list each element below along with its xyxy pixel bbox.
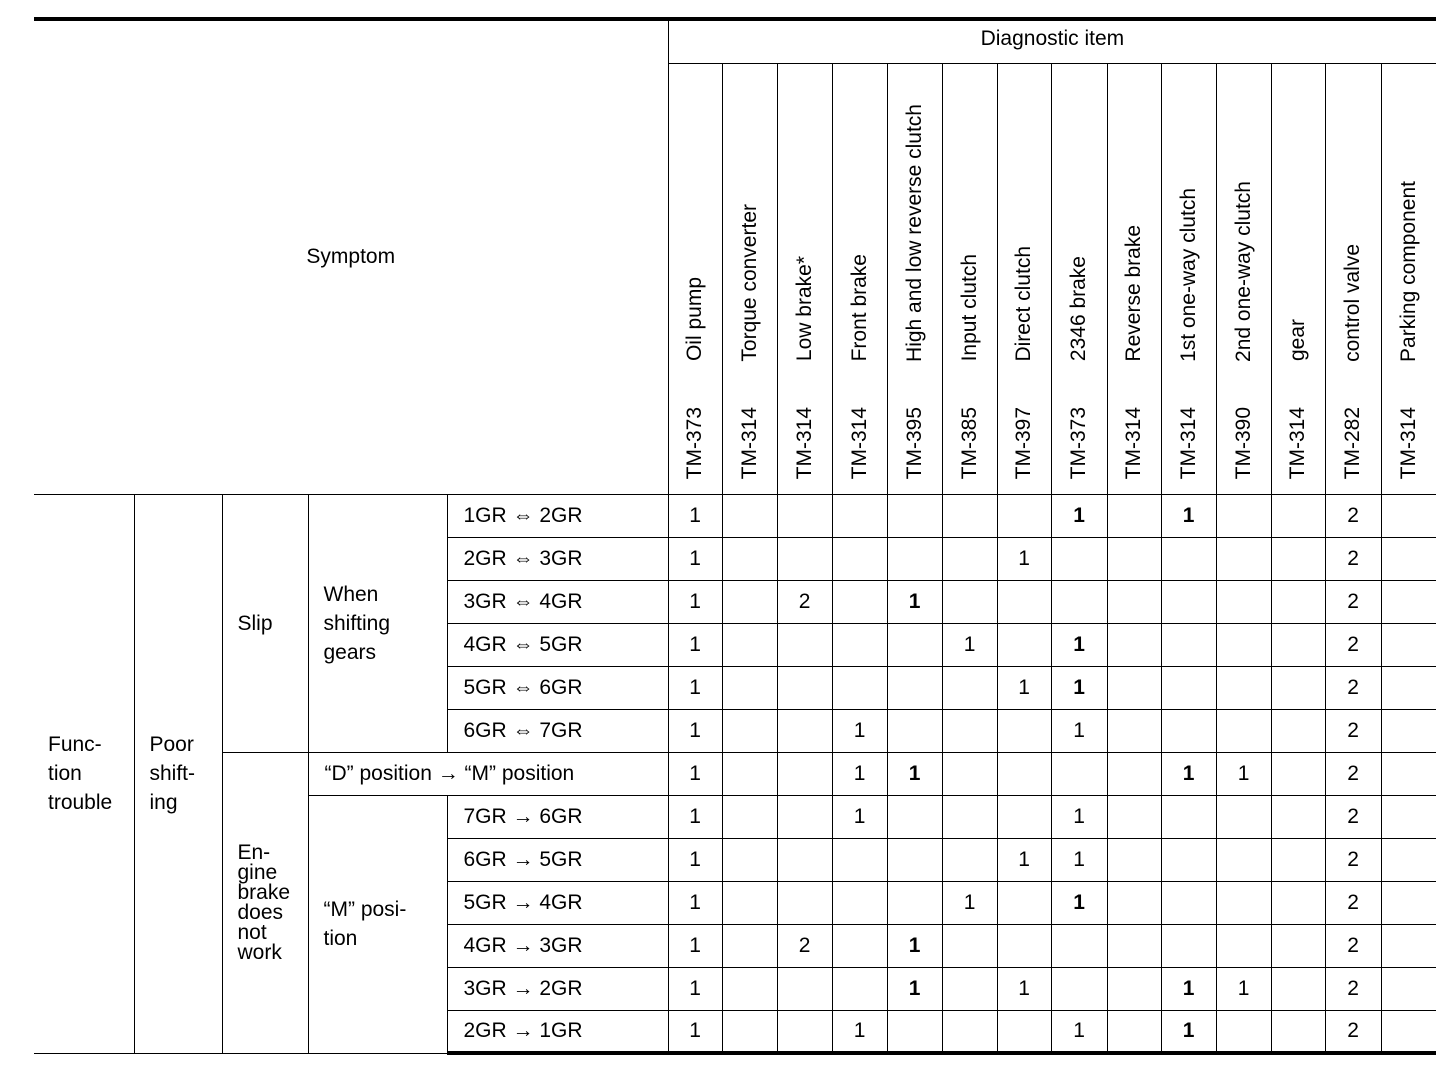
column-name: Torque converter [737, 203, 761, 362]
value-cell: 1 [1216, 967, 1271, 1010]
value-cell [722, 537, 777, 580]
value-cell [1216, 666, 1271, 709]
value-cell [887, 537, 942, 580]
value-cell: 1 [1051, 1010, 1107, 1053]
category-poor-shifting: Poor shift- ing [134, 494, 222, 1053]
value-cell [1381, 838, 1436, 881]
value-cell [1216, 881, 1271, 924]
column-name: Oil pump [683, 277, 707, 362]
value-cell [1161, 881, 1216, 924]
value-cell [1381, 666, 1436, 709]
value-cell: 1 [668, 795, 722, 838]
value-cell: 1 [668, 1010, 722, 1053]
value-cell [887, 881, 942, 924]
value-cell [1107, 537, 1161, 580]
value-cell [887, 795, 942, 838]
value-cell: 2 [1325, 623, 1381, 666]
condition-cell: 1GR ⇔ 2GR [447, 494, 668, 537]
value-cell [1271, 838, 1325, 881]
column-ref-link[interactable]: TM-314 [737, 407, 761, 480]
value-cell [832, 881, 887, 924]
condition-cell: 6GR ⇔ 7GR [447, 709, 668, 752]
value-cell [1107, 1010, 1161, 1053]
column-name: 2346 brake [1067, 256, 1091, 362]
column-name: Front brake [847, 254, 871, 362]
value-cell [942, 709, 997, 752]
value-cell [777, 494, 832, 537]
value-cell [722, 623, 777, 666]
value-cell [942, 795, 997, 838]
value-cell [1381, 967, 1436, 1010]
value-cell [1051, 967, 1107, 1010]
condition-cell: 2GR ⇔ 3GR [447, 537, 668, 580]
value-cell: 2 [1325, 580, 1381, 623]
value-cell [1271, 537, 1325, 580]
value-cell [777, 838, 832, 881]
value-cell [1161, 924, 1216, 967]
value-cell: 2 [777, 580, 832, 623]
value-cell [887, 709, 942, 752]
value-cell [1216, 623, 1271, 666]
value-cell [997, 881, 1051, 924]
category-engine-brake: En- gine brake does not work [222, 752, 308, 1053]
value-cell: 1 [1161, 752, 1216, 795]
value-cell: 2 [1325, 838, 1381, 881]
category-slip: Slip [222, 494, 308, 752]
value-cell [1271, 494, 1325, 537]
value-cell [1216, 838, 1271, 881]
column-header [668, 63, 722, 494]
column-ref-link[interactable]: TM-373 [683, 407, 707, 480]
value-cell: 1 [887, 967, 942, 1010]
category-function-trouble: Func- tion trouble [34, 494, 134, 1053]
value-cell: 1 [668, 623, 722, 666]
value-cell [1381, 1010, 1436, 1053]
column-name: 1st one-way clutch [1176, 187, 1200, 362]
value-cell [722, 580, 777, 623]
value-cell [1107, 795, 1161, 838]
value-cell [942, 1010, 997, 1053]
value-cell [1107, 881, 1161, 924]
column-ref-link[interactable]: TM-385 [957, 407, 981, 480]
value-cell [1271, 967, 1325, 1010]
value-cell [1271, 623, 1325, 666]
condition-cell: 5GR → 4GR [447, 881, 668, 924]
value-cell [997, 623, 1051, 666]
value-cell: 1 [1051, 881, 1107, 924]
value-cell: 1 [668, 967, 722, 1010]
value-cell [832, 838, 887, 881]
column-name: Parking component [1396, 180, 1420, 362]
value-cell [832, 537, 887, 580]
value-cell [777, 967, 832, 1010]
column-header [832, 63, 887, 494]
table-row [34, 752, 1436, 795]
value-cell: 1 [1051, 709, 1107, 752]
value-cell [1271, 795, 1325, 838]
value-cell [1271, 924, 1325, 967]
value-cell [997, 580, 1051, 623]
value-cell [1216, 537, 1271, 580]
value-cell [777, 666, 832, 709]
column-name: Input clutch [957, 254, 981, 362]
value-cell [1161, 537, 1216, 580]
value-cell [1381, 494, 1436, 537]
column-name: 2nd one-way clutch [1231, 180, 1255, 362]
column-ref-link[interactable]: TM-373 [1067, 407, 1091, 480]
value-cell [1161, 666, 1216, 709]
value-cell: 1 [832, 1010, 887, 1053]
value-cell: 1 [1051, 666, 1107, 709]
value-cell [1107, 494, 1161, 537]
column-header [997, 63, 1051, 494]
column-header [1381, 63, 1436, 494]
value-cell [777, 623, 832, 666]
value-cell [777, 709, 832, 752]
value-cell [1381, 881, 1436, 924]
value-cell [1381, 537, 1436, 580]
column-ref-link[interactable]: TM-390 [1231, 407, 1255, 480]
value-cell: 1 [997, 666, 1051, 709]
column-header [777, 63, 832, 494]
value-cell [722, 666, 777, 709]
column-name: Direct clutch [1012, 245, 1036, 362]
value-cell [1381, 580, 1436, 623]
value-cell: 2 [1325, 709, 1381, 752]
value-cell [1107, 752, 1161, 795]
value-cell: 1 [668, 838, 722, 881]
value-cell: 1 [668, 580, 722, 623]
value-cell [722, 1010, 777, 1053]
value-cell [1161, 795, 1216, 838]
value-cell: 2 [1325, 752, 1381, 795]
condition-cell: 4GR → 3GR [447, 924, 668, 967]
value-cell: 1 [1161, 967, 1216, 1010]
column-name: Low brake* [792, 256, 816, 362]
value-cell [777, 881, 832, 924]
value-cell [1381, 924, 1436, 967]
category-m-position: “M” posi- tion [308, 795, 447, 1053]
column-ref-link[interactable]: TM-282 [1341, 407, 1365, 480]
value-cell: 1 [1051, 838, 1107, 881]
value-cell: 1 [942, 881, 997, 924]
column-ref-link[interactable]: TM-314 [1286, 407, 1310, 480]
column-name: gear [1286, 319, 1310, 362]
value-cell [722, 795, 777, 838]
column-header [1325, 63, 1381, 494]
value-cell [1216, 580, 1271, 623]
value-cell [832, 580, 887, 623]
value-cell: 1 [668, 924, 722, 967]
condition-cell: 6GR → 5GR [447, 838, 668, 881]
value-cell [722, 494, 777, 537]
value-cell: 1 [1051, 494, 1107, 537]
column-header [942, 63, 997, 494]
value-cell: 1 [887, 752, 942, 795]
value-cell [1161, 838, 1216, 881]
value-cell [942, 537, 997, 580]
column-ref-link[interactable]: TM-395 [902, 407, 926, 480]
value-cell: 2 [777, 924, 832, 967]
condition-cell: 3GR ⇔ 4GR [447, 580, 668, 623]
column-ref-link[interactable]: TM-314 [1176, 407, 1200, 480]
value-cell: 2 [1325, 795, 1381, 838]
value-cell [887, 838, 942, 881]
value-cell: 2 [1325, 537, 1381, 580]
value-cell [1107, 666, 1161, 709]
value-cell [722, 881, 777, 924]
value-cell [722, 752, 777, 795]
value-cell [1216, 795, 1271, 838]
value-cell [1107, 924, 1161, 967]
value-cell [1161, 580, 1216, 623]
value-cell: 2 [1325, 666, 1381, 709]
value-cell [832, 924, 887, 967]
condition-cell: 2GR → 1GR [447, 1010, 668, 1053]
value-cell: 1 [997, 838, 1051, 881]
value-cell [722, 838, 777, 881]
value-cell: 2 [1325, 881, 1381, 924]
diagnostic-table [34, 17, 1436, 1055]
column-header [1271, 63, 1325, 494]
value-cell: 1 [887, 924, 942, 967]
value-cell [1381, 623, 1436, 666]
value-cell [832, 494, 887, 537]
value-cell [1161, 623, 1216, 666]
value-cell [942, 494, 997, 537]
value-cell [1271, 709, 1325, 752]
value-cell: 1 [668, 709, 722, 752]
column-ref-link[interactable]: TM-314 [1122, 407, 1146, 480]
value-cell [887, 1010, 942, 1053]
value-cell [942, 752, 997, 795]
table-row [34, 494, 1436, 537]
column-header [1161, 63, 1216, 494]
value-cell [997, 795, 1051, 838]
diagnostic-item-header: Diagnostic item [668, 19, 1436, 63]
value-cell [942, 580, 997, 623]
value-cell [832, 967, 887, 1010]
column-header [887, 63, 942, 494]
value-cell [887, 494, 942, 537]
condition-cell: 7GR → 6GR [447, 795, 668, 838]
column-name: Reverse brake [1122, 224, 1146, 362]
column-name: control valve [1341, 243, 1365, 362]
value-cell [1381, 795, 1436, 838]
value-cell: 2 [1325, 967, 1381, 1010]
value-cell [1271, 881, 1325, 924]
value-cell [832, 623, 887, 666]
condition-cell: 3GR → 2GR [447, 967, 668, 1010]
value-cell [942, 967, 997, 1010]
value-cell: 1 [1051, 623, 1107, 666]
value-cell [942, 838, 997, 881]
value-cell: 1 [832, 752, 887, 795]
value-cell [1051, 924, 1107, 967]
value-cell [777, 1010, 832, 1053]
value-cell: 1 [1216, 752, 1271, 795]
value-cell [1107, 623, 1161, 666]
value-cell: 1 [997, 537, 1051, 580]
value-cell [777, 752, 832, 795]
condition-cell: 4GR ⇔ 5GR [447, 623, 668, 666]
value-cell [887, 666, 942, 709]
value-cell [887, 623, 942, 666]
value-cell [997, 924, 1051, 967]
value-cell: 1 [832, 709, 887, 752]
value-cell [1107, 709, 1161, 752]
value-cell: 2 [1325, 924, 1381, 967]
value-cell [1381, 709, 1436, 752]
value-cell [1051, 580, 1107, 623]
value-cell: 1 [832, 795, 887, 838]
column-ref-link[interactable]: TM-397 [1012, 407, 1036, 480]
value-cell: 1 [668, 666, 722, 709]
value-cell [722, 924, 777, 967]
value-cell: 1 [942, 623, 997, 666]
category-when-shifting-gears: When shifting gears [308, 494, 447, 752]
value-cell [942, 924, 997, 967]
value-cell [1381, 752, 1436, 795]
value-cell [1107, 580, 1161, 623]
value-cell: 1 [887, 580, 942, 623]
value-cell [1271, 580, 1325, 623]
value-cell [997, 494, 1051, 537]
column-ref-link[interactable]: TM-314 [847, 407, 871, 480]
value-cell [1051, 752, 1107, 795]
value-cell [942, 666, 997, 709]
value-cell: 2 [1325, 494, 1381, 537]
column-ref-link[interactable]: TM-314 [792, 407, 816, 480]
value-cell: 2 [1325, 1010, 1381, 1053]
value-cell [1216, 494, 1271, 537]
value-cell [1271, 1010, 1325, 1053]
value-cell: 1 [668, 494, 722, 537]
value-cell: 1 [997, 967, 1051, 1010]
value-cell: 1 [668, 537, 722, 580]
column-ref-link[interactable]: TM-314 [1396, 407, 1420, 480]
value-cell [1107, 967, 1161, 1010]
column-header [1051, 63, 1107, 494]
value-cell [832, 666, 887, 709]
value-cell [777, 795, 832, 838]
value-cell [722, 709, 777, 752]
value-cell: 1 [1161, 1010, 1216, 1053]
value-cell [1216, 709, 1271, 752]
symptom-header: Symptom [34, 19, 668, 494]
value-cell: 1 [1161, 494, 1216, 537]
value-cell [722, 967, 777, 1010]
value-cell [777, 537, 832, 580]
value-cell [1161, 709, 1216, 752]
column-name: High and low reverse clutch [902, 103, 926, 362]
value-cell [1271, 752, 1325, 795]
value-cell [1271, 666, 1325, 709]
column-header [722, 63, 777, 494]
value-cell [1107, 838, 1161, 881]
value-cell [997, 752, 1051, 795]
condition-cell: “D” position → “M” position [308, 752, 668, 795]
value-cell: 1 [668, 752, 722, 795]
value-cell: 1 [1051, 795, 1107, 838]
condition-cell: 5GR ⇔ 6GR [447, 666, 668, 709]
value-cell: 1 [668, 881, 722, 924]
value-cell [997, 709, 1051, 752]
value-cell [1216, 1010, 1271, 1053]
column-header [1216, 63, 1271, 494]
value-cell [997, 1010, 1051, 1053]
column-header [1107, 63, 1161, 494]
value-cell [1216, 924, 1271, 967]
value-cell [1051, 537, 1107, 580]
